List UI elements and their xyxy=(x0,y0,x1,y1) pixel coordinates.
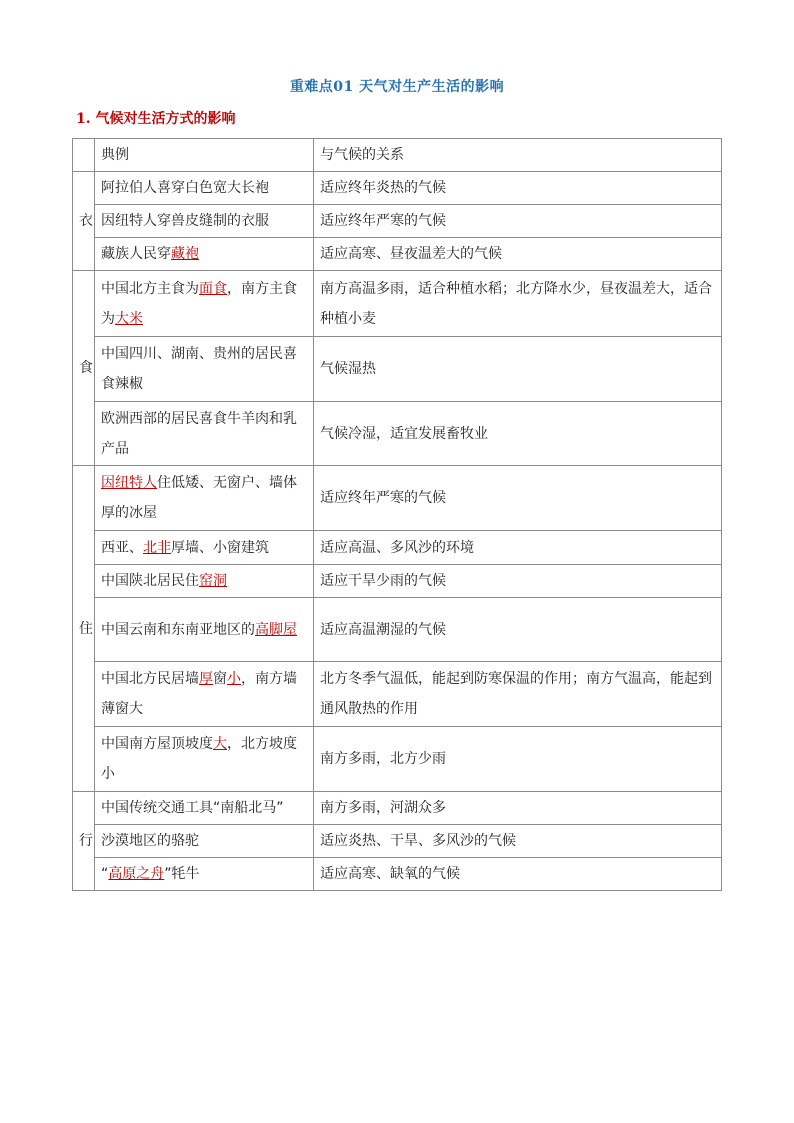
category-housing: 住 xyxy=(73,466,95,792)
underlined-term: 面食 xyxy=(199,280,227,297)
table-row xyxy=(73,565,722,598)
underlined-term: 厚 xyxy=(199,671,213,687)
table-row xyxy=(73,598,722,662)
example-cell: 沙漠地区的骆驼 xyxy=(95,825,314,858)
example-cell: 因纽特人穿兽皮缝制的衣服 xyxy=(95,205,314,238)
relation-cell: 适应高寒、缺氧的气候 xyxy=(314,858,722,891)
underlined-term: 窑洞 xyxy=(199,573,227,589)
category-clothing: 衣 xyxy=(73,172,95,271)
table-row xyxy=(73,466,722,531)
section-heading: 1. 气候对生活方式的影响 xyxy=(76,111,236,127)
underlined-term: 大米 xyxy=(115,310,143,327)
example-cell: 中国传统交通工具“南船北马” xyxy=(95,792,314,825)
table-row xyxy=(73,205,722,238)
relation-cell: 适应干旱少雨的气候 xyxy=(314,565,722,598)
example-cell: 中国南方屋顶坡度大，北方坡度小 xyxy=(95,727,314,792)
relation-cell: 南方多雨，北方少雨 xyxy=(314,727,722,792)
underlined-term: 北非 xyxy=(143,539,171,556)
underlined-term: 高原之舟 xyxy=(108,866,165,882)
climate-lifestyle-table xyxy=(72,138,722,891)
relation-cell: 适应高温潮湿的气候 xyxy=(314,598,722,662)
underlined-term: 高脚屋 xyxy=(255,621,297,638)
page-title: 重难点01 天气对生产生活的影响 xyxy=(289,79,505,95)
underlined-term: 小 xyxy=(227,671,241,687)
table-row xyxy=(73,825,722,858)
table-row xyxy=(73,402,722,466)
example-cell: 欧洲西部的居民喜食牛羊肉和乳产品 xyxy=(95,402,314,466)
example-cell: “高原之舟”牦牛 xyxy=(95,858,314,891)
underlined-term: 因纽特人 xyxy=(101,475,157,491)
table-row xyxy=(73,238,722,271)
category-transport: 行 xyxy=(73,792,95,891)
relation-cell: 适应高寒、昼夜温差大的气候 xyxy=(314,238,722,271)
category-food: 食 xyxy=(73,271,95,466)
table-row xyxy=(73,172,722,205)
relation-cell: 适应高温、多风沙的环境 xyxy=(314,531,722,565)
table-row xyxy=(73,531,722,565)
relation-cell: 北方冬季气温低，能起到防寒保温的作用；南方气温高，能起到通风散热的作用 xyxy=(314,662,722,727)
table-row xyxy=(73,858,722,891)
relation-cell: 适应终年炎热的气候 xyxy=(314,172,722,205)
relation-cell: 气候冷湿，适宜发展畜牧业 xyxy=(314,402,722,466)
relation-cell: 气候湿热 xyxy=(314,337,722,402)
underlined-term: 大 xyxy=(213,736,227,752)
relation-cell: 南方多雨，河湖众多 xyxy=(314,792,722,825)
example-cell: 中国四川、湖南、贵州的居民喜食辣椒 xyxy=(95,337,314,402)
relation-cell: 适应终年严寒的气候 xyxy=(314,466,722,531)
example-cell: 因纽特人住低矮、无窗户、墙体厚的冰屋 xyxy=(95,466,314,531)
table-row xyxy=(73,271,722,337)
example-cell: 中国云南和东南亚地区的高脚屋 xyxy=(95,598,314,662)
table-header-row xyxy=(73,139,722,172)
example-cell: 阿拉伯人喜穿白色宽大长袍 xyxy=(95,172,314,205)
example-cell: 中国北方主食为面食，南方主食为大米 xyxy=(95,271,314,337)
header-relation: 与气候的关系 xyxy=(314,139,722,172)
example-cell: 藏族人民穿藏袍 xyxy=(95,238,314,271)
underlined-term: 藏袍 xyxy=(171,246,199,262)
table-row xyxy=(73,727,722,792)
relation-cell: 适应炎热、干旱、多风沙的气候 xyxy=(314,825,722,858)
example-cell: 西亚、北非厚墙、小窗建筑 xyxy=(95,531,314,565)
header-example: 典例 xyxy=(95,139,314,172)
header-empty-cell xyxy=(73,139,95,172)
example-cell: 中国北方民居墙厚窗小，南方墙薄窗大 xyxy=(95,662,314,727)
table-row xyxy=(73,792,722,825)
table-row xyxy=(73,337,722,402)
example-cell: 中国陕北居民住窑洞 xyxy=(95,565,314,598)
relation-cell: 适应终年严寒的气候 xyxy=(314,205,722,238)
relation-cell: 南方高温多雨，适合种植水稻；北方降水少，昼夜温差大，适合种植小麦 xyxy=(314,271,722,337)
table-row xyxy=(73,662,722,727)
